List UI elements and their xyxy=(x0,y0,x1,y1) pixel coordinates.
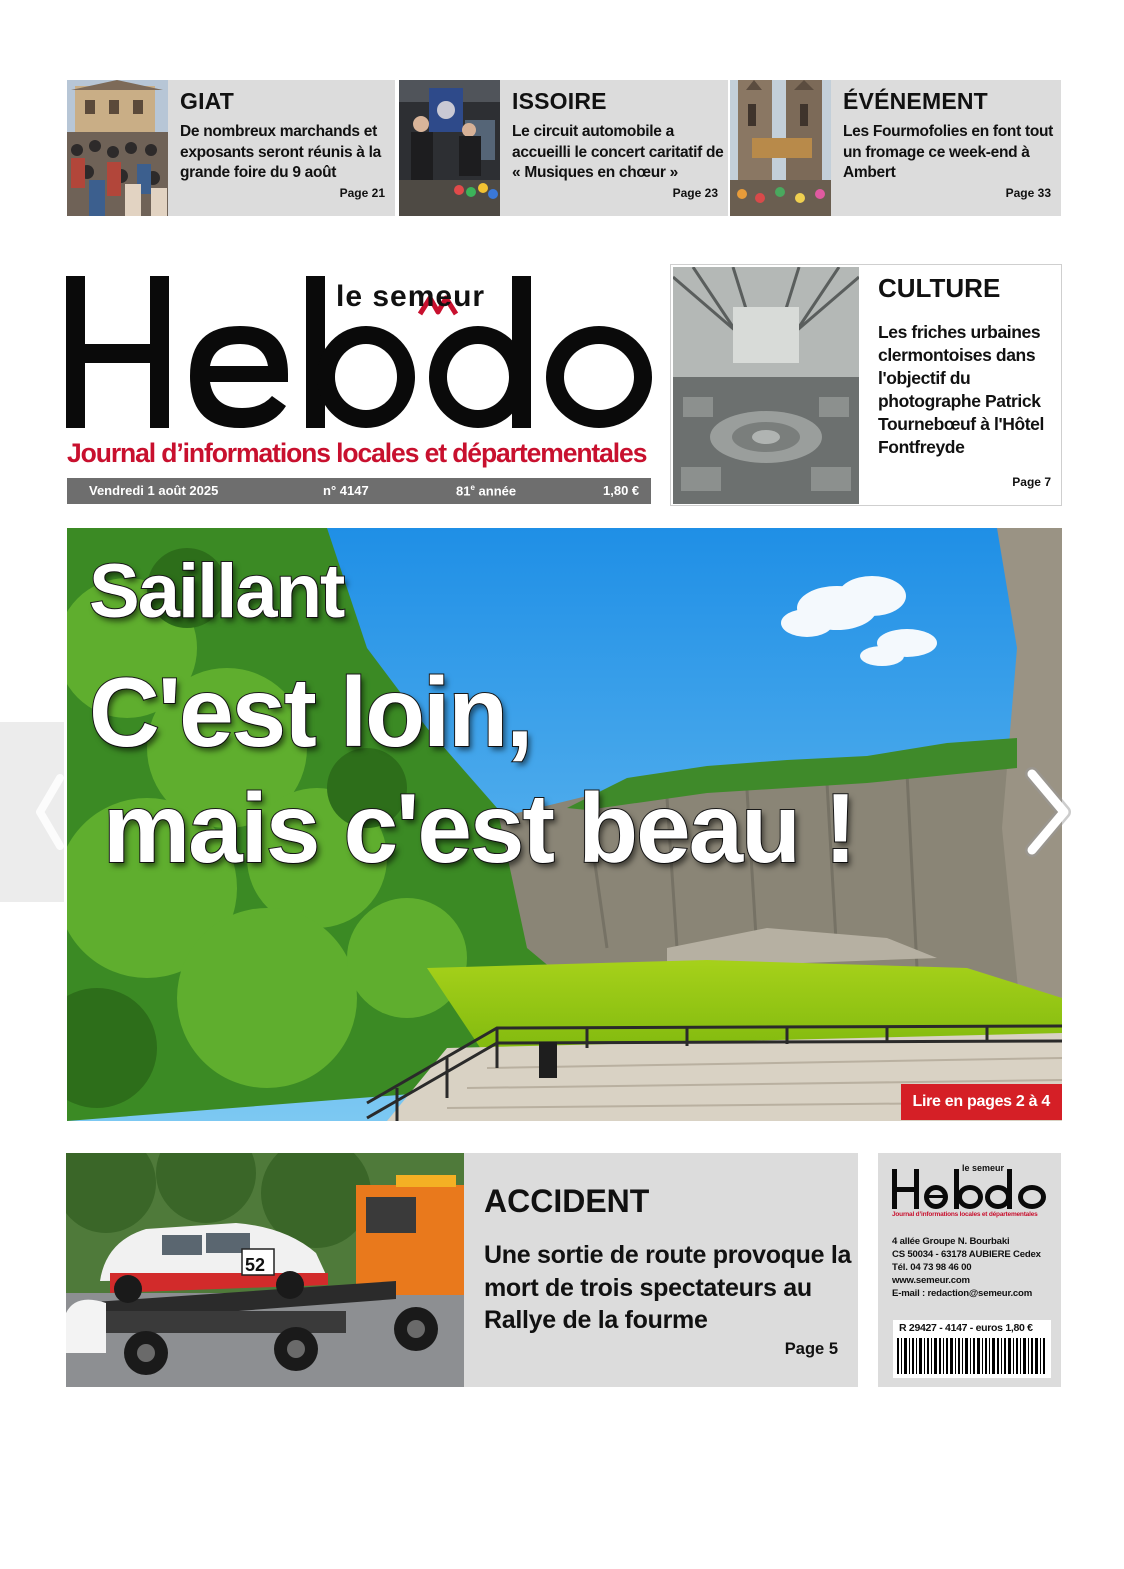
teaser-page: Page 33 xyxy=(1005,186,1051,200)
contact-box xyxy=(878,1153,1061,1387)
culture-title: CULTURE xyxy=(878,273,1001,303)
teaser-giat[interactable] xyxy=(67,80,395,216)
barcode-text: R 29427 - 4147 - euros 1,80 € xyxy=(899,1322,1033,1334)
masthead-logo[interactable] xyxy=(66,268,656,438)
culture-page: Page 7 xyxy=(1012,475,1051,489)
issue-year xyxy=(456,483,516,498)
issue-year-sup: e xyxy=(470,483,475,492)
teaser-page: Page 21 xyxy=(339,186,385,200)
issue-year-label: année xyxy=(474,483,517,499)
contact-logo xyxy=(892,1161,1052,1211)
contact-phone: Tél. 04 73 98 46 00 xyxy=(892,1262,972,1273)
carousel-next-button[interactable] xyxy=(1018,764,1082,860)
contact-address xyxy=(892,1235,1041,1300)
contact-address-line-2: CS 50034 - 63178 AUBIERE Cedex xyxy=(892,1249,1041,1260)
accident-body[interactable]: Une sortie de route provoque la mort de trois spectateurs au Rallye de la fourme xyxy=(484,1241,852,1334)
teaser-title: ÉVÉNEMENT xyxy=(843,88,988,114)
brand-small-text: le semeur xyxy=(336,280,486,313)
teaser-title: ISSOIRE xyxy=(512,88,607,114)
teaser-body[interactable]: Les Fourmofolies en font tout un fromage ce week-end à Ambert xyxy=(843,123,1054,181)
culture-photo xyxy=(673,267,859,504)
hero-kicker: Saillant xyxy=(89,549,344,634)
teaser-giat-photo xyxy=(67,80,168,216)
contact-brand-small: le semeur xyxy=(962,1163,1005,1173)
issue-info-bar xyxy=(67,478,651,504)
teaser-body[interactable]: De nombreux marchands et exposants seront réunis à la grande foire du 9 août xyxy=(180,123,381,181)
accident-page: Page 5 xyxy=(784,1340,838,1358)
car-number: 52 xyxy=(245,1255,266,1275)
accident-title: ACCIDENT xyxy=(484,1183,650,1219)
chevron-right-icon xyxy=(1018,764,1082,860)
teaser-body[interactable]: Le circuit automobile a accueilli le concert caritatif de « Musiques en chœur » xyxy=(512,123,724,181)
teaser-title: GIAT xyxy=(180,88,235,114)
culture-teaser[interactable] xyxy=(670,264,1062,506)
culture-body[interactable]: Les friches urbaines clermontoises dans l'objectif du photographe Patrick Tournebœuf à l'Hôtel Fontfreyde xyxy=(878,322,1044,457)
issue-price: 1,80 € xyxy=(603,483,640,498)
teaser-evenement-photo xyxy=(730,80,831,216)
teaser-page: Page 23 xyxy=(672,186,718,200)
hero-story[interactable] xyxy=(67,528,1062,1121)
issue-year-number: 81 xyxy=(456,483,471,499)
barcode-graphic xyxy=(893,1336,1051,1376)
teaser-issoire-photo xyxy=(399,80,500,216)
accident-teaser[interactable] xyxy=(66,1153,858,1387)
issue-date: Vendredi 1 août 2025 xyxy=(89,483,219,498)
hero-headline-line-2: mais c'est beau ! xyxy=(103,773,855,883)
contact-website[interactable]: www.semeur.com xyxy=(892,1275,970,1286)
read-more-button[interactable]: Lire en pages 2 à 4 xyxy=(901,1084,1062,1120)
contact-email[interactable]: E-mail : redaction@semeur.com xyxy=(892,1288,1033,1299)
teaser-issoire[interactable] xyxy=(399,80,728,216)
contact-address-line-1: 4 allée Groupe N. Bourbaki xyxy=(892,1236,1010,1247)
carousel-prev-button[interactable] xyxy=(0,722,64,902)
barcode xyxy=(893,1320,1051,1378)
issue-number: n° 4147 xyxy=(323,483,369,498)
masthead-tagline: Journal d’informations locales et départementales xyxy=(67,438,647,468)
hero-headline-line-1: C'est loin, xyxy=(89,657,532,767)
accident-photo xyxy=(66,1153,464,1387)
contact-tagline: Journal d’informations locales et départementales xyxy=(892,1211,1038,1218)
teaser-evenement[interactable] xyxy=(730,80,1061,216)
chevron-left-icon xyxy=(34,772,64,852)
